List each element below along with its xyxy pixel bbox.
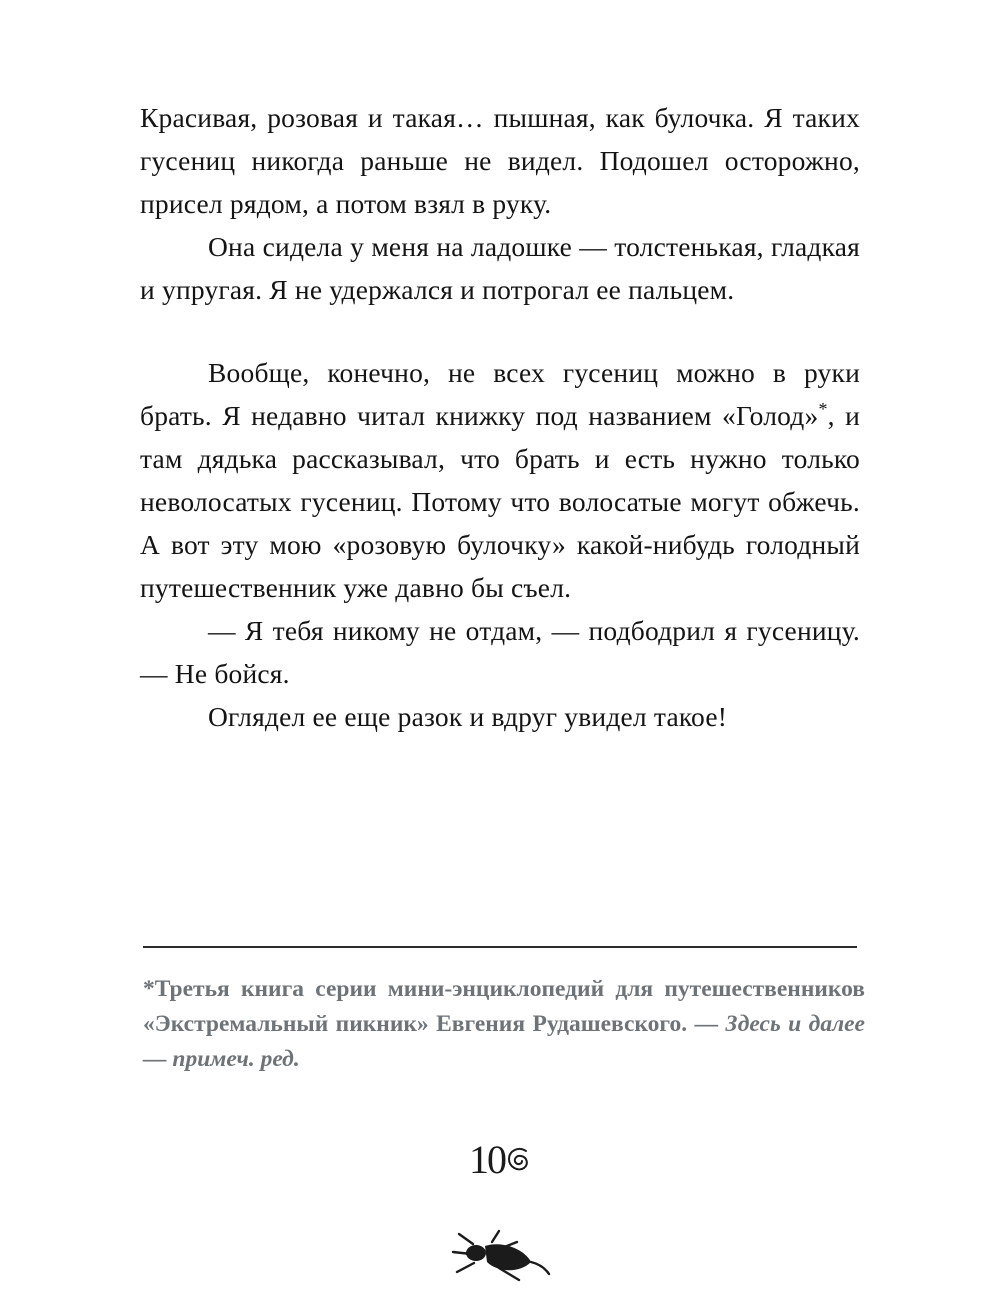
paragraph-1: Красивая, розовая и такая… пышная, как булочка. Я таких гусениц никогда раньше не видел. Подошел осторожно, присел рядом, а потом взял в руку. [140, 102, 860, 219]
paragraph-5: Оглядел ее еще разок и вдруг увидел такое! [208, 701, 728, 732]
page-number-value: 10 [469, 1137, 505, 1182]
paragraph-2: Она сидела у меня на ладошке — толстенькая, гладкая и упругая. Я не удержался и потрогал ее пальцем. [140, 231, 860, 305]
footnote-divider [143, 946, 857, 948]
page-number [0, 1136, 1000, 1183]
beetle-icon [445, 1228, 555, 1294]
paragraph-3-text-before-footnote: Вообще, конечно, не всех гусениц можно в руки брать. Я недавно читал книжку под названием «Голод» [140, 357, 860, 431]
swirl-ornament-icon [505, 1138, 531, 1185]
page-body-text [140, 96, 860, 738]
paragraph-3 [140, 351, 860, 609]
paragraph-4: — Я тебя никому не отдам, — подбодрил я гусеницу. — Не бойся. [140, 615, 860, 689]
footnote-text: Третья книга серии мини-энциклопедий для путешественников «Экстремальный пикник» Евгения Рудашевского. — [143, 976, 865, 1037]
footnote-marker: * [143, 976, 155, 1002]
footnote-text-italic: Здесь и далее — примеч. ред. [143, 1011, 865, 1072]
paragraph-3-text-after-footnote: , и там дядька рассказывал, что брать и есть нужно только неволосатых гусениц. Потому что волосатые могут обжечь. А вот эту мою «розовую булочку» какой-нибудь голодный путешественник уже давно бы съел. [140, 400, 861, 603]
footnote-block [143, 972, 865, 1077]
beetle-ornament [0, 1228, 1000, 1299]
footnote-reference-marker[interactable]: * [818, 398, 828, 419]
